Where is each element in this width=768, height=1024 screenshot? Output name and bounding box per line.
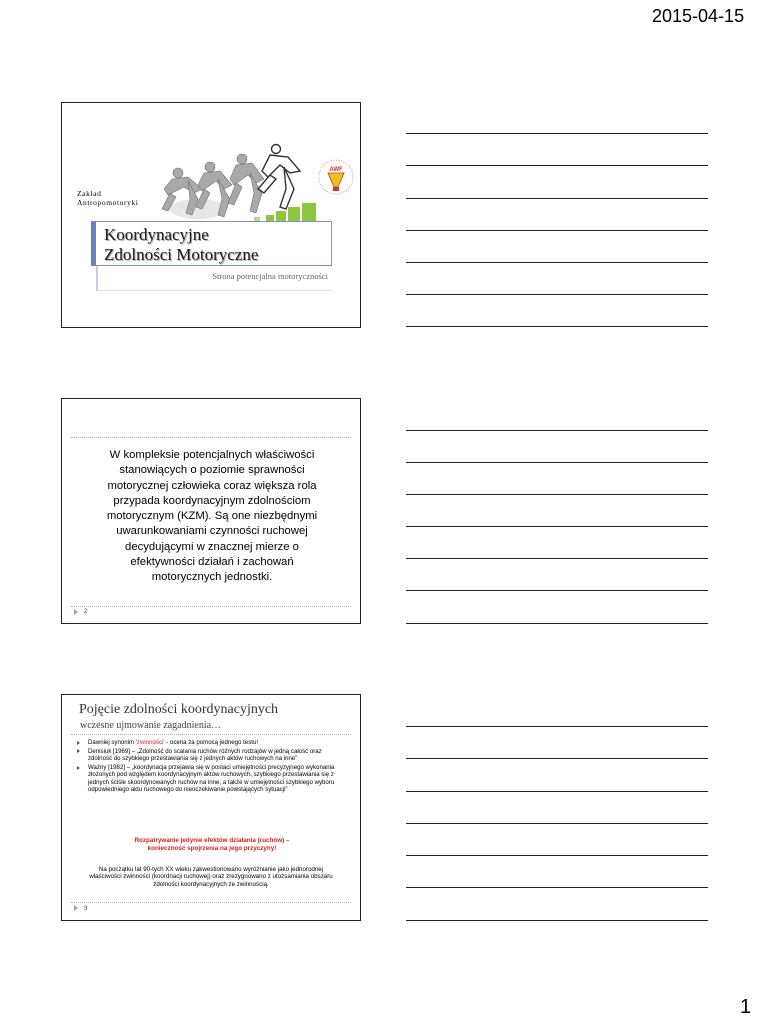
note-line xyxy=(406,823,708,824)
slide-title: Koordynacyjne Zdolności Motoryczne xyxy=(104,225,259,264)
note-line xyxy=(406,165,708,166)
divider xyxy=(71,437,351,438)
sprinters-illustration xyxy=(158,137,358,227)
slide-paragraph: Na początku lat 90-tych XX wieku zakwestionowano wyróżnianie jako jednorodnej właściwości zwinności (koordnacji ruchowej) oraz zrezygnowano z utożsamiania obszaru zdolności koordynacyjnych ze zwinnością. xyxy=(89,866,333,888)
slide-2 xyxy=(61,398,361,624)
page-date: 2015-04-15 xyxy=(652,6,745,26)
slide-body: W kompleksie potencjalnych właściwości stanowiących o poziomie sprawności motorycznej człowieka coraz większa rola przypada koordynacyjnym zdolnościom motorycznym (KZM). Są one niezbędnymi uwarunkowaniami czynności ruchowej decydującymi w znacznej mierze o efektywności działań i zachowań motorycznych jednostki. xyxy=(106,449,318,584)
note-line xyxy=(406,494,708,495)
department-label: Zakład Antropomotoryki xyxy=(77,189,139,207)
notes-lines-2 xyxy=(406,398,708,628)
note-line xyxy=(406,430,708,431)
note-line xyxy=(406,262,708,263)
bullet-arrow-icon xyxy=(77,749,80,753)
page-number: 1 xyxy=(740,996,752,1018)
note-line xyxy=(406,326,708,327)
list-item: Dawniej synonim 'zwinności' - ocena za pomocą jednego testu! xyxy=(88,739,338,746)
slide-subtitle: Strona potencjalna motoryczności xyxy=(212,271,328,281)
note-line xyxy=(406,230,708,231)
slide-1 xyxy=(61,102,361,328)
arrow-icon xyxy=(74,609,78,615)
bullet-arrow-icon xyxy=(77,741,80,745)
slide-subtitle: wczesne ujmowanie zagadnienia… xyxy=(80,720,222,731)
list-item: Denisiuk [1969] – „Zdolność do scalania ruchów różnych rodzajów w jedną całość oraz zdolność do szybkiego przestawiania się z jednych aktów ruchowych na inne” xyxy=(88,748,338,763)
note-line xyxy=(406,558,708,559)
note-line xyxy=(406,590,708,591)
note-line xyxy=(406,133,708,134)
svg-text:AWF: AWF xyxy=(329,167,343,173)
note-line xyxy=(406,920,708,921)
note-line xyxy=(406,887,708,888)
note-line xyxy=(406,294,708,295)
bullet-list xyxy=(88,739,338,795)
note-line xyxy=(406,791,708,792)
slide-number: 2 xyxy=(84,609,88,615)
divider xyxy=(71,606,351,607)
title-box xyxy=(91,221,332,266)
note-line xyxy=(406,526,708,527)
subtitle-box xyxy=(96,266,332,291)
divider xyxy=(71,734,351,735)
note-line xyxy=(406,855,708,856)
list-item: Ważny [1982] – „koordynacja przejawia się w postaci umiejętności precyzyjnego wykonania złożonych pod względem koordynacyjnym aktów ruchowych, szybkiego przestawiania się z jednych ściśle skoordynowanych ruchów na inne, a także w umiejętności szybkiego wyboru odpowiedniego aktu ruchowego do nieoczekiwanie powstających sytuacji” xyxy=(88,764,338,793)
notes-lines-1 xyxy=(406,102,708,332)
note-line xyxy=(406,623,708,624)
divider xyxy=(71,902,351,903)
slide-3 xyxy=(61,694,361,921)
note-line xyxy=(406,198,708,199)
slide-number: 3 xyxy=(84,906,88,912)
note-line xyxy=(406,726,708,727)
notes-lines-3 xyxy=(406,694,708,924)
note-line xyxy=(406,462,708,463)
note-line xyxy=(406,758,708,759)
arrow-icon xyxy=(74,905,78,911)
bullet-arrow-icon xyxy=(77,766,80,770)
emphasis-text: Rozpatrywanie jedynie efektów działania (ruchów) – konieczność spojrzenia na jego przyczyny! xyxy=(134,837,290,852)
slide-title: Pojęcie zdolności koordynacyjnych xyxy=(79,702,279,717)
